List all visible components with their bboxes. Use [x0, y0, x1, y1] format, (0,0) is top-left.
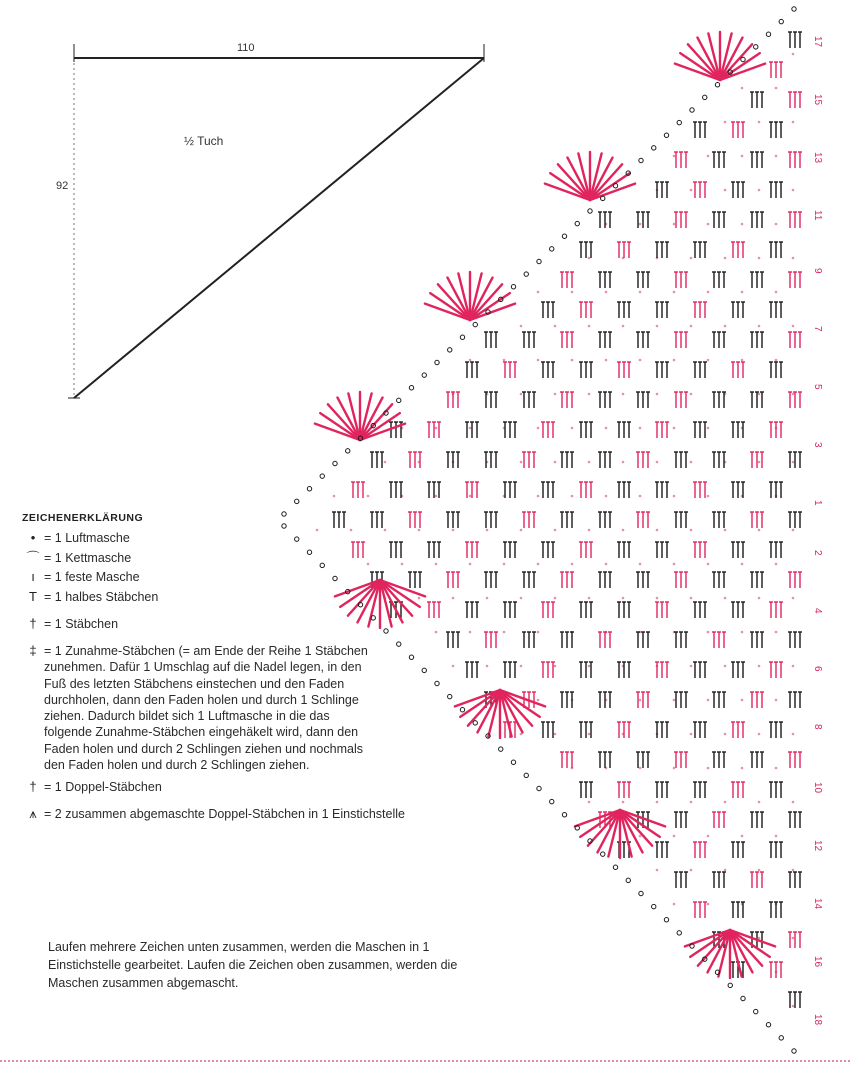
chain-dot — [588, 325, 591, 328]
chain-dot — [707, 699, 710, 702]
edge-picot — [626, 878, 630, 882]
chain-dot — [333, 495, 336, 498]
row-number-lower: 6 — [812, 666, 823, 672]
chain-dot — [792, 325, 795, 328]
chain-dot — [775, 699, 778, 702]
chain-dot — [605, 495, 608, 498]
chain-dot — [571, 495, 574, 498]
chain-dot — [758, 733, 761, 736]
chain-dot — [758, 597, 761, 600]
chain-dot — [639, 223, 642, 226]
chain-dot — [486, 529, 489, 532]
chain-dot — [673, 835, 676, 838]
edge-picot — [588, 209, 592, 213]
chain-dot — [639, 291, 642, 294]
chain-dot — [571, 291, 574, 294]
legend-text-slip: = 1 Kettmasche — [44, 550, 132, 565]
chain-dot — [690, 733, 693, 736]
chain-dot — [792, 869, 795, 872]
chain-dot — [588, 665, 591, 668]
legend-item-double — [22, 616, 462, 633]
legend-item-increase — [22, 643, 462, 773]
chain-dot — [554, 461, 557, 464]
chain-dot — [690, 461, 693, 464]
row-number-lower: 10 — [812, 782, 823, 794]
chain-dot — [758, 529, 761, 532]
edge-picot — [460, 335, 464, 339]
edge-picot — [511, 285, 515, 289]
edge-picot — [575, 221, 579, 225]
chain-dot — [588, 529, 591, 532]
chain-dot — [622, 801, 625, 804]
row-number-lower: 12 — [812, 840, 823, 852]
chain-dot — [639, 835, 642, 838]
edge-picot — [703, 95, 707, 99]
chain-dot — [792, 937, 795, 940]
edge-picot — [601, 852, 605, 856]
edge-picot — [677, 931, 681, 935]
chain-dot — [435, 495, 438, 498]
chain-dot — [741, 155, 744, 158]
chain-dot — [741, 87, 744, 90]
double-crochet-icon: † — [29, 616, 37, 632]
chain-dot — [503, 359, 506, 362]
chain-dot — [758, 121, 761, 124]
edge-picot — [754, 45, 758, 49]
edge-picot — [613, 865, 617, 869]
chain-dot — [724, 665, 727, 668]
chain-stitch-icon: • — [30, 529, 36, 545]
chain-dot — [758, 393, 761, 396]
edge-picot — [779, 1036, 783, 1040]
chain-dot — [656, 597, 659, 600]
edge-picot — [792, 1049, 796, 1053]
edge-picot — [664, 133, 668, 137]
chain-dot — [639, 563, 642, 566]
chain-dot — [554, 529, 557, 532]
chain-dot — [571, 427, 574, 430]
row-number-upper: 9 — [812, 268, 823, 274]
chain-dot — [384, 461, 387, 464]
chain-dot — [792, 257, 795, 260]
chain-dot — [605, 359, 608, 362]
chain-dot — [741, 563, 744, 566]
chain-dot — [520, 325, 523, 328]
chain-dot — [707, 767, 710, 770]
edge-picot — [473, 721, 477, 725]
row-number-upper: 17 — [812, 36, 823, 48]
chain-dot — [741, 291, 744, 294]
edge-picot — [677, 120, 681, 124]
chain-dot — [537, 563, 540, 566]
single-crochet-icon: ı — [31, 569, 35, 585]
shape-label: ½ Tuch — [184, 134, 224, 148]
row-number-upper: 15 — [812, 94, 823, 106]
chain-dot — [605, 291, 608, 294]
chain-dot — [724, 801, 727, 804]
edge-picot — [295, 499, 299, 503]
chain-dot — [724, 121, 727, 124]
chain-dot — [367, 495, 370, 498]
chain-dot — [724, 257, 727, 260]
edge-picot — [652, 146, 656, 150]
chain-dot — [520, 529, 523, 532]
chain-dot — [741, 223, 744, 226]
row-number-upper: 1 — [812, 500, 823, 506]
chain-dot — [588, 801, 591, 804]
edge-picot — [333, 461, 337, 465]
chain-dot — [741, 699, 744, 702]
chain-dot — [690, 665, 693, 668]
edge-picot — [320, 474, 324, 478]
chain-dot — [792, 121, 795, 124]
height-label: 92 — [56, 180, 69, 192]
legend-item-half-double — [22, 589, 462, 606]
chain-dot — [588, 597, 591, 600]
chain-dot — [520, 665, 523, 668]
row-number-upper: 11 — [812, 210, 823, 221]
chain-dot — [707, 427, 710, 430]
chain-dot — [554, 325, 557, 328]
edge-picot — [690, 108, 694, 112]
chain-dot — [673, 427, 676, 430]
legend-note: Laufen mehrere Zeichen unten zusammen, werden die Maschen in 1 Einstichstelle gearbeitet. Laufen die Zeichen oben zusammen, werden die Maschen zusammen abgemascht. — [48, 940, 458, 991]
chain-dot — [469, 427, 472, 430]
chain-dot — [707, 835, 710, 838]
chain-dot — [639, 359, 642, 362]
chain-dot — [775, 87, 778, 90]
chain-dot — [775, 223, 778, 226]
chain-dot — [707, 563, 710, 566]
chain-dot — [554, 733, 557, 736]
edge-picot — [741, 996, 745, 1000]
chain-dot — [673, 155, 676, 158]
chain-dot — [758, 937, 761, 940]
chain-dot — [622, 393, 625, 396]
chain-dot — [656, 393, 659, 396]
chain-dot — [673, 359, 676, 362]
chain-dot — [622, 325, 625, 328]
half-double-crochet-icon: T — [29, 589, 37, 605]
edge-picot — [779, 19, 783, 23]
edge-picot — [766, 1023, 770, 1027]
edge-picot — [741, 57, 745, 61]
edge-picot — [499, 747, 503, 751]
chain-dot — [792, 1005, 795, 1008]
chain-dot — [486, 597, 489, 600]
chain-dot — [605, 427, 608, 430]
chain-dot — [758, 801, 761, 804]
chain-dot — [775, 835, 778, 838]
edge-picot — [639, 158, 643, 162]
chain-dot — [707, 359, 710, 362]
chain-dot — [792, 597, 795, 600]
edge-picot — [448, 348, 452, 352]
chain-dot — [707, 631, 710, 634]
chain-dot — [588, 461, 591, 464]
chain-dot — [792, 461, 795, 464]
treble-cluster-icon: ⩚ — [29, 805, 37, 821]
chain-dot — [588, 393, 591, 396]
chain-dot — [707, 903, 710, 906]
row-number-upper: 7 — [812, 326, 823, 332]
edge-picot — [664, 918, 668, 922]
width-label: 110 — [237, 42, 255, 54]
legend-item-chain — [22, 530, 462, 547]
row-number-upper: 3 — [812, 442, 823, 448]
chain-dot — [520, 461, 523, 464]
chain-dot — [656, 529, 659, 532]
chain-dot — [792, 53, 795, 56]
chain-dot — [639, 427, 642, 430]
chain-dot — [673, 495, 676, 498]
chain-dot — [758, 257, 761, 260]
chain-dot — [588, 733, 591, 736]
legend-text-increase: = 1 Zunahme-Stäbchen (= am Ende der Reihe 1 Stäbchen zunehmen. Dafür 1 Umschlag auf die Nadel legen, in den Fuß des letzten Stäbchens einstechen und den Faden durchholen, dann den Faden holen und durch 1 Schlinge ziehen. Dadurch bildet sich 1 Luftmasche in die das folgende Zunahme-Stäbchen eingehäkelt wird, dann den Faden holen und durch 2 Schlingen ziehen und nochmals den Faden holen und durch 2 Schlingen ziehen. — [44, 644, 368, 772]
row-number-lower: 18 — [812, 1014, 823, 1026]
chain-dot — [469, 563, 472, 566]
chain-dot — [537, 427, 540, 430]
chain-dot — [707, 291, 710, 294]
chain-dot — [690, 869, 693, 872]
chain-dot — [724, 325, 727, 328]
edge-picot — [524, 272, 528, 276]
edge-picot — [397, 398, 401, 402]
row-number-lower: 8 — [812, 724, 823, 730]
legend-item-slip — [22, 550, 462, 567]
chain-dot — [792, 529, 795, 532]
chain-dot — [656, 869, 659, 872]
edge-picot — [511, 760, 515, 764]
chain-dot — [554, 597, 557, 600]
chain-dot — [741, 767, 744, 770]
edge-picot — [652, 904, 656, 908]
chain-dot — [775, 155, 778, 158]
chain-dot — [639, 699, 642, 702]
edge-picot — [639, 891, 643, 895]
chain-dot — [656, 325, 659, 328]
edge-picot — [766, 32, 770, 36]
chain-dot — [469, 359, 472, 362]
chain-dot — [707, 155, 710, 158]
chain-dot — [673, 699, 676, 702]
edge-picot — [550, 247, 554, 251]
legend-text-treble: = 1 Doppel-Stäbchen — [44, 780, 162, 795]
row-number-lower: 14 — [812, 898, 823, 910]
edge-picot — [307, 487, 311, 491]
chain-dot — [758, 869, 761, 872]
treble-crochet-icon: † — [29, 779, 37, 795]
chain-dot — [520, 393, 523, 396]
edge-picot — [409, 386, 413, 390]
chain-dot — [741, 359, 744, 362]
chain-dot — [622, 461, 625, 464]
row-number-lower: 2 — [812, 550, 823, 556]
increase-stitch-icon: ‡ — [29, 643, 37, 659]
chain-dot — [622, 597, 625, 600]
row-number-upper: 13 — [812, 152, 823, 164]
chain-dot — [605, 563, 608, 566]
chain-dot — [792, 801, 795, 804]
row-number-lower: 4 — [812, 608, 823, 614]
chain-dot — [673, 767, 676, 770]
edge-picot — [473, 322, 477, 326]
edge-picot — [422, 373, 426, 377]
chain-dot — [724, 529, 727, 532]
edge-picot — [435, 360, 439, 364]
edge-picot — [524, 773, 528, 777]
chain-dot — [469, 495, 472, 498]
chain-dot — [775, 767, 778, 770]
edge-picot — [754, 1009, 758, 1013]
chain-dot — [469, 631, 472, 634]
edge-picot — [562, 234, 566, 238]
chain-dot — [724, 189, 727, 192]
chain-dot — [707, 223, 710, 226]
chain-dot — [758, 189, 761, 192]
chain-dot — [792, 733, 795, 736]
chain-dot — [690, 189, 693, 192]
chain-dot — [724, 597, 727, 600]
chain-dot — [690, 325, 693, 328]
chain-dot — [571, 359, 574, 362]
chain-dot — [622, 529, 625, 532]
chain-dot — [639, 495, 642, 498]
chain-dot — [486, 665, 489, 668]
chain-dot — [537, 291, 540, 294]
chain-dot — [741, 631, 744, 634]
chain-dot — [775, 291, 778, 294]
chain-dot — [724, 733, 727, 736]
chain-dot — [724, 869, 727, 872]
chain-dot — [537, 699, 540, 702]
edge-picot — [601, 196, 605, 200]
chain-dot — [588, 257, 591, 260]
legend-item-single — [22, 569, 462, 586]
legend-text-double: = 1 Stäbchen — [44, 617, 119, 632]
chain-dot — [520, 597, 523, 600]
chain-dot — [656, 801, 659, 804]
chain-dot — [537, 495, 540, 498]
chain-dot — [673, 291, 676, 294]
legend-text-single: = 1 feste Masche — [44, 570, 140, 585]
row-number-upper: 5 — [812, 384, 823, 390]
chain-dot — [673, 563, 676, 566]
legend-item-cluster — [22, 806, 462, 823]
slip-stitch-icon: ⌒ — [26, 549, 40, 565]
edge-picot — [537, 786, 541, 790]
edge-picot — [537, 259, 541, 263]
chain-dot — [758, 461, 761, 464]
edge-picot — [728, 983, 732, 987]
chain-dot — [690, 801, 693, 804]
chain-dot — [656, 461, 659, 464]
chain-dot — [775, 563, 778, 566]
legend-text-chain: = 1 Luftmasche — [44, 530, 130, 545]
legend-item-treble — [22, 779, 462, 796]
chain-dot — [503, 631, 506, 634]
chain-dot — [537, 359, 540, 362]
edge-picot — [792, 7, 796, 11]
legend-text-cluster: = 2 zusammen abgemaschte Doppel-Stäbchen in 1 Einstichstelle — [44, 806, 405, 821]
chain-dot — [503, 563, 506, 566]
chain-dot — [775, 359, 778, 362]
chain-dot — [537, 631, 540, 634]
chain-dot — [792, 665, 795, 668]
chain-dot — [707, 495, 710, 498]
chain-dot — [673, 223, 676, 226]
edge-picot — [346, 449, 350, 453]
chain-dot — [741, 835, 744, 838]
row-number-lower: 16 — [812, 956, 823, 968]
chain-dot — [571, 563, 574, 566]
chain-dot — [554, 393, 557, 396]
chain-dot — [435, 427, 438, 430]
chain-dot — [690, 393, 693, 396]
legend-text-half-double: = 1 halbes Stäbchen — [44, 590, 159, 605]
bottom-dotted-line — [0, 1060, 850, 1062]
chain-dot — [690, 597, 693, 600]
chain-dot — [554, 665, 557, 668]
edge-picot — [550, 799, 554, 803]
chain-dot — [792, 393, 795, 396]
chain-dot — [775, 631, 778, 634]
chain-dot — [758, 325, 761, 328]
chain-dot — [673, 903, 676, 906]
chain-dot — [758, 665, 761, 668]
chain-dot — [690, 529, 693, 532]
legend-heading: ZEICHENERKLÄRUNG — [22, 512, 144, 524]
chain-dot — [690, 257, 693, 260]
legend — [22, 512, 462, 826]
chain-dot — [639, 767, 642, 770]
edge-picot — [562, 813, 566, 817]
edge-picot — [715, 83, 719, 87]
chain-dot — [792, 189, 795, 192]
